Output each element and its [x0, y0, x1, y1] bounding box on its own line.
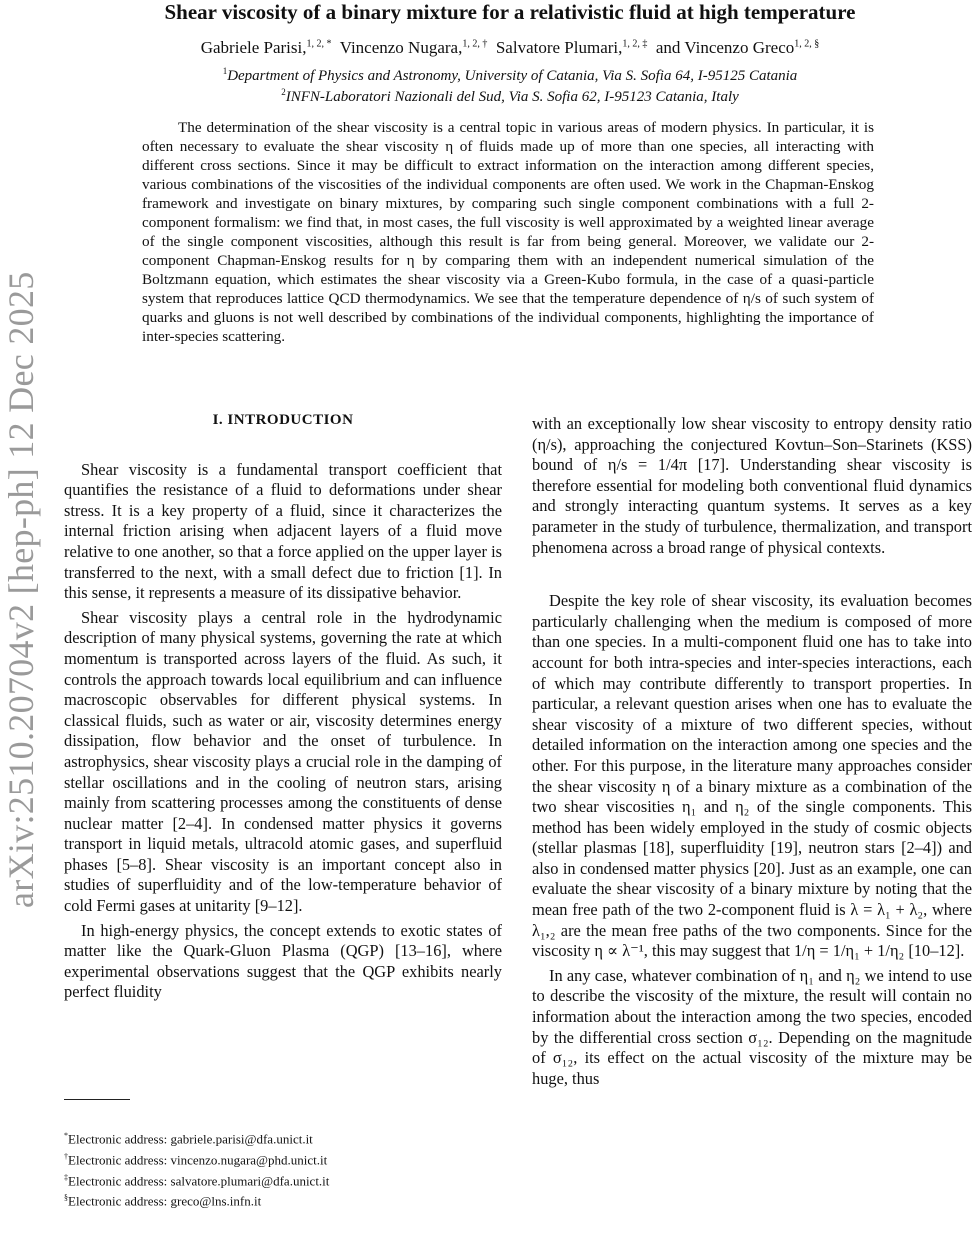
footnote-text: Electronic address: vincenzo.nugara@phd.unict.it — [68, 1152, 328, 1168]
author-name: Gabriele Parisi, — [200, 38, 307, 57]
footnote-mark: * — [64, 1131, 68, 1140]
section-heading: I. INTRODUCTION — [212, 412, 354, 428]
footnote — [64, 1127, 504, 1148]
arxiv-identifier-text: arXiv:2510.20704v2 [hep-ph] 12 Dec 2025 — [1, 271, 41, 908]
body-paragraph: In high-energy physics, the concept extends to exotic states of matter like the Quark-Gluon Plasma (QGP) [13–16], where experimental observations suggest that the QGP exhibits nearly perfect fluidity — [64, 920, 502, 1002]
right-column — [532, 414, 972, 1089]
footnote-divider — [64, 1099, 130, 1100]
footnote — [64, 1148, 504, 1169]
footnote-mark: ‡ — [64, 1172, 68, 1182]
author-affiliation-marks: 1, 2, ‡ — [622, 38, 648, 50]
affiliation — [60, 66, 960, 85]
affiliation — [60, 87, 960, 106]
abstract: The determination of the shear viscosity is a central topic in various areas of modern physics. In particular, it is often necessary to evaluate the shear viscosity η of fluids made up of more than one species, all interacting with different cross sections. Since it may be difficult to extract information on the interaction among different species, various combinations of the viscosities of the individual components are often used. We work in the Chapman-Enskog framework and investigate on binary mixtures, by comparing such single component combinations with a full 2-component formalism: we find that, in most cases, the full viscosity is well approximated by a weighted linear average of the single component viscosities, although this result is far from being general. Moreover, we validate our 2-component Chapman-Enskog results for η by comparing them with an independent numerical simulation of the Boltzmann equation, which estimates the shear viscosity via a Green-Kubo formula, in the case of a quasi-particle system that reproduces lattice QCD thermodynamics. We see that the temperature dependence of η/s of such system of quarks and gluons is not well described by combinations of the individual components, highlighting the importance of inter-species scattering. — [142, 119, 874, 345]
footnote-mark: § — [64, 1193, 68, 1203]
footnote — [64, 1169, 504, 1190]
footnote-text: Electronic address: gabriele.parisi@dfa.unict.it — [68, 1131, 313, 1147]
footnote-text: Electronic address: salvatore.plumari@dfa.unict.it — [68, 1172, 330, 1188]
author-affiliation-marks: 1, 2, § — [794, 38, 820, 50]
body-paragraph: Shear viscosity is a fundamental transport coefficient that quantifies the resistance of a fluid to deformations under shear stress. It is a key property of a fluid, since it characterizes the internal friction arising when adjacent layers of a fluid move relative to one another, so that a force applied on the upper layer is transferred to the next, with a small defect due to friction [1]. In this sense, it represents a measure of its dissipative behavior. — [64, 459, 502, 603]
author-name: Vincenzo Nugara, — [339, 38, 463, 57]
footnote-text: Electronic address: greco@lns.infn.it — [68, 1193, 262, 1209]
author-name: Salvatore Plumari, — [495, 38, 623, 57]
author-affiliation-marks: 1, 2, * — [306, 38, 332, 50]
footnote-mark: † — [64, 1151, 68, 1161]
footnotes — [64, 1127, 504, 1210]
body-paragraph: Despite the key role of shear viscosity, its evaluation becomes particularly challenging when the medium is composed of more than one species. In a multi-component fluid one has to take into account for both intra-species and inter-species interactions, each of which may contribute differently to transport properties. In particular, a relevant question arises when one has to evaluate the shear viscosity of a mixture of two different species, without detailed information on the interaction among one species and the other. For this purpose, in the literature many approaches consider the shear viscosity η of a binary mixture as a combination of the two shear viscosities η₁ and η₂ of the single components. This method has been widely employed in the study of cosmic objects (stellar plasmas [18], superfluidity [19], neutron stars [2–4]) and also in condensed matter physics [20]. Just as an example, one can evaluate the shear viscosity of a binary mixture by noting that the mean free path of the two 2-component fluid is λ = λ₁ + λ₂, where λ₁,₂ are the mean free paths of the two components. Since for the viscosity η ∝ λ⁻¹, this may suggest that 1/η = 1/η₁ + 1/η₂ [10–12]. — [532, 591, 972, 961]
author-list — [60, 38, 960, 58]
paper-title: Shear viscosity of a binary mixture for a relativistic fluid at high temperature — [164, 0, 856, 24]
body-paragraph: Shear viscosity plays a central role in the hydrodynamic description of many physical systems, governing the rate at which momentum is transported across layers of the fluid. As such, it controls the approach towards local equilibrium and can influence macroscopic observables for different physical systems. In classical fluids, such as water or air, viscosity determines energy dissipation, flow behavior and the onset of turbulence. In astrophysics, shear viscosity plays a crucial role in the damping of stellar oscillations and in the cooling of neutron stars, arising mainly from scattering processes among the constituents of dense nuclear matter [2–4]. In condensed matter physics it governs transport in liquid metals, ultracold atomic gases, and superfluid phases [5–8]. Shear viscosity is an important concept also in studies of superfluidity and of the low-temperature behavior of cold Fermi gases at unitarity [9–12]. — [64, 607, 502, 916]
affiliation-text: Department of Physics and Astronomy, University of Catania, Via S. Sofia 64, I-95125 Catania — [227, 68, 798, 84]
author-affiliation-marks: 1, 2, † — [462, 38, 488, 50]
body-paragraph: with an exceptionally low shear viscosity to entropy density ratio (η/s), approaching the conjectured Kovtun–Son–Starinets (KSS) bound of η/s = 1/4π [17]. Understanding shear viscosity is therefore essential for modeling both conventional fluid dynamics and strongly interacting quantum systems. It serves as a key parameter in the study of turbulence, thermalization, and transport phenomena across a broad range of physical contexts. — [532, 414, 972, 557]
affiliation-mark: 1 — [222, 66, 228, 76]
affiliation-text: INFN-Laboratori Nazionali del Sud, Via S. Sofia 62, I-95123 Catania, Italy — [285, 89, 739, 105]
body-paragraph: In any case, whatever combination of η₁ and η₂ we intend to use to describe the viscosity of the mixture, the result will contain no information about the interaction among the two species, encoded by the differential cross section σ₁₂. Depending on the magnitude of σ₁₂, its effect on the actual viscosity of the mixture may be huge, thus — [532, 965, 972, 1088]
left-column — [64, 410, 502, 1003]
affiliation-mark: 2 — [281, 87, 286, 97]
author-name: and Vincenzo Greco — [655, 38, 795, 57]
arxiv-identifier-stamp — [0, 271, 41, 1240]
